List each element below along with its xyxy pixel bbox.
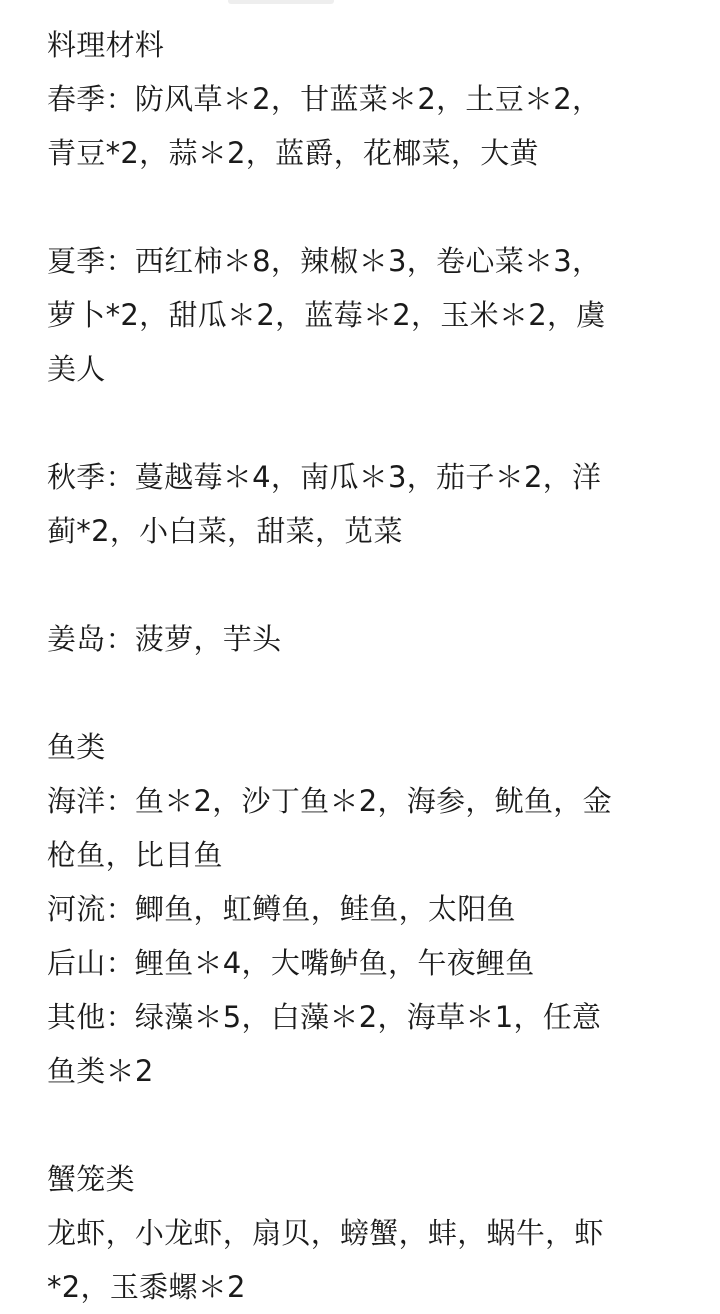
blank-line xyxy=(47,1098,687,1152)
crab-pot-line-2: *2，玉黍螺＊2 xyxy=(47,1270,246,1304)
summer-line-2: 萝卜*2，甜瓜＊2，蓝莓＊2，玉米＊2，虞 xyxy=(47,298,606,332)
section-title-cooking-ingredients: 料理材料 xyxy=(47,28,165,62)
spring-line-2: 青豆*2，蒜＊2，蓝爵，花椰菜，大黄 xyxy=(47,136,539,170)
blank-line xyxy=(47,396,687,450)
summer-line-3: 美人 xyxy=(47,352,106,386)
mountain-line: 后山：鲤鱼＊4，大嘴鲈鱼，午夜鲤鱼 xyxy=(47,946,535,980)
autumn-line-2: 蓟*2，小白菜，甜菜，苋菜 xyxy=(47,514,403,548)
section-title-fish: 鱼类 xyxy=(47,730,106,764)
crab-pot-line-1: 龙虾，小龙虾，扇贝，螃蟹，蚌，蜗牛，虾 xyxy=(47,1216,604,1250)
ocean-line-2: 枪鱼，比目鱼 xyxy=(47,838,223,872)
ocean-line-1: 海洋：鱼＊2，沙丁鱼＊2，海参，鱿鱼，金 xyxy=(47,784,612,818)
ginger-island-line: 姜岛：菠萝，芋头 xyxy=(47,622,282,656)
summer-line-1: 夏季：西红柿＊8，辣椒＊3，卷心菜＊3， xyxy=(47,244,602,278)
blank-line xyxy=(47,180,687,234)
blank-line xyxy=(47,558,687,612)
blank-line xyxy=(47,666,687,720)
section-title-crab-pot: 蟹笼类 xyxy=(47,1162,135,1196)
autumn-line-1: 秋季：蔓越莓＊4，南瓜＊3，茄子＊2，洋 xyxy=(47,460,602,494)
other-line-2: 鱼类＊2 xyxy=(47,1054,154,1088)
river-line: 河流：鲫鱼，虹鳟鱼，鲑鱼，太阳鱼 xyxy=(47,892,516,926)
other-line-1: 其他：绿藻＊5，白藻＊2，海草＊1，任意 xyxy=(47,1000,602,1034)
spring-line-1: 春季：防风草＊2，甘蓝菜＊2，土豆＊2， xyxy=(47,82,602,116)
document-body xyxy=(47,18,687,1314)
top-scroll-indicator xyxy=(228,0,334,4)
